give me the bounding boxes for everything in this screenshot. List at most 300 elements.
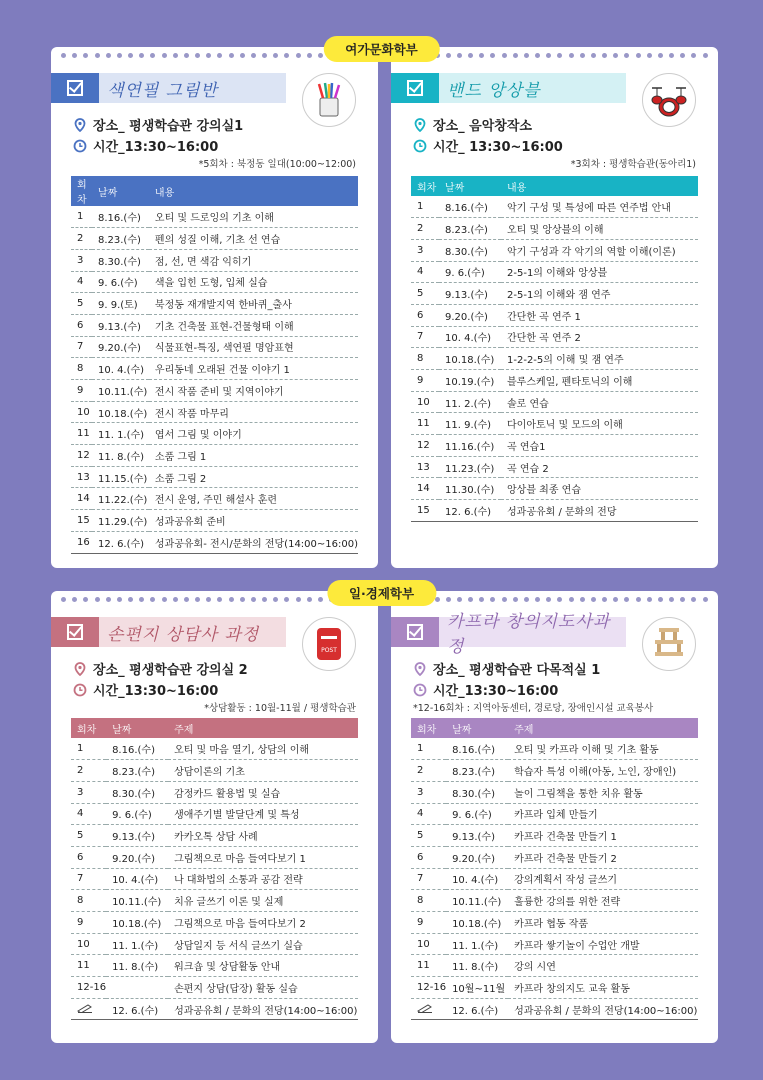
header-content: 내용 (507, 182, 527, 194)
date-cell: 11. 8.(수) (92, 445, 149, 467)
table-row (71, 510, 358, 532)
content-cell: 카프라 건축물 만들기 2 (508, 846, 698, 868)
session-cell: 7 (411, 868, 446, 890)
binder-hole (479, 597, 484, 602)
binder-hole (680, 597, 685, 602)
table-row (71, 977, 358, 999)
binder-hole (262, 53, 267, 58)
time-text: 시간_ 13:30~16:00 (433, 140, 563, 155)
table-row (411, 283, 698, 305)
location-row (73, 115, 243, 134)
binder-hole (591, 53, 596, 58)
content-cell: 상담이론의 기초 (168, 760, 358, 782)
table-row (71, 846, 358, 868)
binder-hole (61, 53, 66, 58)
session-cell: 4 (411, 261, 439, 283)
content-cell: 간단한 곡 연주 1 (501, 304, 698, 326)
checkbox-icon (407, 80, 423, 96)
binder-hole (229, 597, 234, 602)
content-cell: 감정카드 활용법 및 실습 (168, 781, 358, 803)
content-cell: 색을 입힌 도형, 입체 실습 (149, 271, 358, 293)
session-cell: 16 (71, 531, 92, 553)
table-row (71, 228, 358, 250)
session-cell: 1 (71, 206, 92, 228)
session-cell: 6 (411, 304, 439, 326)
date-cell: 9.13.(수) (446, 825, 508, 847)
table-row (411, 890, 698, 912)
date-cell: 11.30.(수) (439, 478, 501, 500)
content-cell: 상담일지 등 서식 글쓰기 실습 (168, 933, 358, 955)
table-row (71, 293, 358, 315)
content-cell: 훌륭한 강의를 위한 전략 (508, 890, 698, 912)
table-row (71, 466, 358, 488)
table-row (411, 977, 698, 999)
binder-holes (401, 53, 708, 58)
binder-hole (557, 597, 562, 602)
header-date: 날짜 (97, 187, 118, 199)
table-row (71, 336, 358, 358)
clock-icon (413, 139, 427, 153)
location-row (413, 115, 532, 134)
binder-hole (624, 597, 629, 602)
schedule-note: *상담활동 : 10월-11월 / 평생학습관 (204, 703, 356, 714)
session-cell: 15 (411, 500, 439, 522)
date-cell: 8.30.(수) (446, 781, 508, 803)
binder-hole (251, 53, 256, 58)
binder-hole (669, 53, 674, 58)
date-cell: 11. 9.(수) (439, 413, 501, 435)
content-cell: 오티 및 드로잉의 기초 이해 (149, 206, 358, 228)
binder-hole (669, 597, 674, 602)
binder-hole (284, 597, 289, 602)
binder-hole (613, 53, 618, 58)
binder-hole (184, 53, 189, 58)
date-cell: 10.11.(수) (106, 890, 168, 912)
binder-hole (691, 53, 696, 58)
table-row (411, 435, 698, 457)
kapla-blocks-icon (642, 617, 696, 671)
pencil-icon (417, 1003, 433, 1013)
session-cell (71, 998, 106, 1020)
date-cell: 10.11.(수) (92, 380, 149, 402)
session-cell: 8 (71, 358, 92, 380)
binder-hole (229, 53, 234, 58)
binder-hole (580, 53, 585, 58)
table-row (411, 846, 698, 868)
date-cell: 9.20.(수) (439, 304, 501, 326)
content-cell: 식물표현-특징, 색연필 명암표현 (149, 336, 358, 358)
table-row (411, 803, 698, 825)
date-cell: 12. 6.(수) (92, 531, 149, 553)
content-cell: 소품 그림 2 (149, 466, 358, 488)
table-row (411, 998, 698, 1020)
post-box-icon (302, 617, 356, 671)
content-cell: 카카오톡 상담 사례 (168, 825, 358, 847)
date-cell: 11. 2.(수) (439, 391, 501, 413)
header-session: 회차 (77, 180, 87, 206)
content-cell: 전시 작품 준비 및 지역이야기 (149, 380, 358, 402)
content-cell: 그림책으로 마음 들여다보기 1 (168, 846, 358, 868)
session-cell: 3 (411, 781, 446, 803)
content-cell: 그림책으로 마음 들여다보기 2 (168, 912, 358, 934)
binder-hole (318, 53, 323, 58)
session-cell: 10 (411, 933, 446, 955)
binder-hole (206, 597, 211, 602)
content-cell: 전시 작품 마무리 (149, 401, 358, 423)
date-cell: 10.18.(수) (439, 348, 501, 370)
binder-holes (401, 597, 708, 602)
program-card-band-ensemble (391, 47, 718, 568)
session-cell: 12 (411, 435, 439, 457)
binder-hole (139, 597, 144, 602)
date-cell: 9. 6.(수) (446, 803, 508, 825)
table-row (411, 326, 698, 348)
session-cell: 5 (71, 825, 106, 847)
binder-hole (502, 597, 507, 602)
session-cell: 14 (411, 478, 439, 500)
content-cell: 1-2-2-5의 이해 및 잼 연주 (501, 348, 698, 370)
binder-hole (150, 53, 155, 58)
content-cell: 우리동네 오래된 건물 이야기 1 (149, 358, 358, 380)
table-row (411, 738, 698, 760)
program-title: 손편지 상담사 과정 (99, 617, 286, 647)
session-cell: 3 (71, 781, 106, 803)
session-cell: 12 (71, 445, 92, 467)
binder-hole (490, 53, 495, 58)
binder-hole (457, 597, 462, 602)
binder-hole (72, 597, 77, 602)
date-cell: 10.18.(수) (446, 912, 508, 934)
binder-hole (128, 597, 133, 602)
binder-hole (217, 53, 222, 58)
content-cell: 앙상블 최종 연습 (501, 478, 698, 500)
program-card-letter-counselor (51, 591, 378, 1043)
binder-hole (703, 597, 708, 602)
content-cell: 점, 선, 면 색감 익히기 (149, 249, 358, 271)
date-cell: 8.30.(수) (106, 781, 168, 803)
content-cell: 곡 연습 2 (501, 456, 698, 478)
content-cell: 성과공유회 / 문화의 전당(14:00~16:00) (168, 998, 358, 1020)
session-cell: 4 (71, 803, 106, 825)
content-cell: 솔로 연습 (501, 391, 698, 413)
date-cell: 10. 4.(수) (106, 868, 168, 890)
session-cell: 4 (71, 271, 92, 293)
table-row (411, 456, 698, 478)
binder-hole (457, 53, 462, 58)
header-date: 날짜 (452, 724, 472, 736)
binder-hole (61, 597, 66, 602)
session-cell: 6 (71, 846, 106, 868)
date-cell: 11. 1.(수) (106, 933, 168, 955)
binder-hole (117, 597, 122, 602)
binder-hole (435, 597, 440, 602)
date-cell: 11.15.(수) (92, 466, 149, 488)
table-row (411, 955, 698, 977)
binder-hole (240, 53, 245, 58)
time-row (73, 136, 218, 155)
content-cell: 오티 및 마음 열기, 상담의 이해 (168, 738, 358, 760)
binder-hole (557, 53, 562, 58)
table-row (71, 738, 358, 760)
date-cell: 8.23.(수) (446, 760, 508, 782)
session-cell: 4 (411, 803, 446, 825)
binder-hole (307, 597, 312, 602)
date-cell: 9.13.(수) (439, 283, 501, 305)
checkbox-icon (407, 624, 423, 640)
binder-hole (273, 53, 278, 58)
session-cell: 2 (411, 760, 446, 782)
time-text: 시간_13:30~16:00 (93, 684, 219, 699)
date-cell: 9.20.(수) (92, 336, 149, 358)
binder-hole (636, 53, 641, 58)
date-cell: 9. 6.(수) (92, 271, 149, 293)
schedule-note: *12-16회차 : 지역아동센터, 경로당, 장애인시설 교육봉사 (413, 703, 654, 714)
table-row (71, 890, 358, 912)
binder-hole (446, 53, 451, 58)
session-cell: 12-16 (411, 977, 446, 999)
binder-hole (173, 597, 178, 602)
program-title: 카프라 창의지도사과정 (439, 617, 626, 647)
content-cell: 성과공유회- 전시/문화의 전당(14:00~16:00) (149, 531, 358, 553)
content-cell: 성과공유회 / 문화의 전당 (501, 500, 698, 522)
binder-hole (647, 53, 652, 58)
table-row (71, 206, 358, 228)
location-pin-icon (413, 118, 427, 132)
time-row (413, 136, 563, 155)
binder-hole (162, 597, 167, 602)
binder-hole (117, 53, 122, 58)
table-row (71, 488, 358, 510)
section-label-leisure: 여가문화학부 (323, 36, 439, 62)
table-row (71, 955, 358, 977)
binder-hole (479, 53, 484, 58)
clock-icon (73, 139, 87, 153)
content-cell: 전시 운영, 주민 해설사 훈련 (149, 488, 358, 510)
table-row (71, 445, 358, 467)
table-row (411, 478, 698, 500)
table-row (71, 825, 358, 847)
header-topic: 주제 (514, 724, 534, 736)
date-cell: 9.13.(수) (106, 825, 168, 847)
session-cell: 9 (411, 912, 446, 934)
header-date: 날짜 (445, 182, 465, 194)
content-cell: 나 대화법의 소통과 공감 전략 (168, 868, 358, 890)
binder-hole (307, 53, 312, 58)
date-cell: 9. 9.(토) (92, 293, 149, 315)
date-cell: 10. 4.(수) (92, 358, 149, 380)
header-session: 회차 (417, 182, 437, 194)
binder-hole (446, 597, 451, 602)
binder-hole (128, 53, 133, 58)
schedule-note: *5회차 : 북정동 일대(10:00~12:00) (198, 159, 356, 170)
date-cell: 9. 6.(수) (106, 803, 168, 825)
content-cell: 펜의 성질 이해, 기초 선 연습 (149, 228, 358, 250)
content-cell: 기초 건축물 표현-건물형태 이해 (149, 314, 358, 336)
content-cell: 강의 시연 (508, 955, 698, 977)
time-text: 시간_13:30~16:00 (433, 684, 559, 699)
date-cell: 8.16.(수) (92, 206, 149, 228)
session-cell: 7 (71, 868, 106, 890)
schedule-table (71, 176, 358, 554)
session-cell: 11 (411, 955, 446, 977)
date-cell: 12. 6.(수) (439, 500, 501, 522)
session-cell: 9 (71, 380, 92, 402)
session-cell: 7 (71, 336, 92, 358)
binder-hole (468, 53, 473, 58)
header-topic: 주제 (174, 724, 194, 736)
session-cell: 10 (411, 391, 439, 413)
session-cell: 10 (71, 401, 92, 423)
table-row (71, 271, 358, 293)
date-cell: 12. 6.(수) (106, 998, 168, 1020)
content-cell: 2-5-1의 이해와 잼 연주 (501, 283, 698, 305)
session-cell: 2 (71, 228, 92, 250)
session-cell: 8 (411, 348, 439, 370)
schedule-table (71, 718, 358, 1020)
binder-hole (83, 597, 88, 602)
table-row (411, 868, 698, 890)
session-cell: 2 (71, 760, 106, 782)
clock-icon (413, 683, 427, 697)
binder-hole (636, 597, 641, 602)
checkbox-icon (67, 624, 83, 640)
content-cell: 엽서 그림 및 이야기 (149, 423, 358, 445)
session-cell (411, 998, 446, 1020)
session-cell: 1 (411, 738, 446, 760)
header-content: 내용 (154, 187, 175, 199)
table-row (71, 803, 358, 825)
location-text: 장소_ 음악창작소 (433, 119, 532, 134)
binder-hole (217, 597, 222, 602)
table-row (71, 314, 358, 336)
date-cell: 11. 1.(수) (92, 423, 149, 445)
location-pin-icon (73, 118, 87, 132)
table-row (71, 423, 358, 445)
header-session: 회차 (77, 724, 97, 736)
table-row (71, 781, 358, 803)
session-cell: 14 (71, 488, 92, 510)
time-row (413, 680, 558, 699)
binder-hole (195, 597, 200, 602)
binder-hole (691, 597, 696, 602)
table-row (411, 370, 698, 392)
binder-hole (680, 53, 685, 58)
binder-hole (273, 597, 278, 602)
schedule-table (411, 718, 698, 1020)
header-session: 회차 (417, 724, 437, 736)
content-cell: 성과공유회 준비 (149, 510, 358, 532)
table-row (411, 760, 698, 782)
binder-hole (106, 597, 111, 602)
binder-hole (139, 53, 144, 58)
content-cell: 간단한 곡 연주 2 (501, 326, 698, 348)
session-cell: 3 (71, 249, 92, 271)
date-cell: 8.16.(수) (446, 738, 508, 760)
binder-hole (524, 597, 529, 602)
content-cell: 카프라 협동 작품 (508, 912, 698, 934)
binder-hole (647, 597, 652, 602)
binder-hole (502, 53, 507, 58)
table-row (411, 304, 698, 326)
location-row (73, 659, 248, 678)
content-cell: 악기 구성과 각 악기의 역할 이해(이론) (501, 239, 698, 261)
date-cell: 8.30.(수) (92, 249, 149, 271)
session-cell: 13 (71, 466, 92, 488)
content-cell: 블루스케일, 펜타토닉의 이해 (501, 370, 698, 392)
content-cell: 다이아토닉 및 모드의 이해 (501, 413, 698, 435)
session-cell: 11 (71, 423, 92, 445)
binder-holes (61, 53, 368, 58)
location-text: 장소_ 평생학습관 다목적실 1 (433, 663, 601, 678)
content-cell: 손편지 상담(답장) 활동 실습 (168, 977, 358, 999)
binder-hole (602, 597, 607, 602)
session-cell: 2 (411, 218, 439, 240)
session-cell: 1 (71, 738, 106, 760)
content-cell: 악기 구성 및 특성에 따른 연주법 안내 (501, 196, 698, 218)
content-cell: 곡 연습1 (501, 435, 698, 457)
binder-hole (150, 597, 155, 602)
binder-hole (95, 53, 100, 58)
date-cell: 10. 4.(수) (446, 868, 508, 890)
program-card-colored-pencil (51, 47, 378, 568)
content-cell: 성과공유회 / 문화의 전당(14:00~16:00) (508, 998, 698, 1020)
binder-hole (569, 597, 574, 602)
date-cell: 8.30.(수) (439, 239, 501, 261)
binder-hole (546, 597, 551, 602)
table-row (411, 825, 698, 847)
table-row (71, 998, 358, 1020)
drum-kit-icon (642, 73, 696, 127)
session-cell: 3 (411, 239, 439, 261)
date-cell: 11.16.(수) (439, 435, 501, 457)
session-cell: 8 (71, 890, 106, 912)
table-row (411, 391, 698, 413)
table-row (411, 933, 698, 955)
table-row (411, 781, 698, 803)
table-row (411, 239, 698, 261)
binder-hole (284, 53, 289, 58)
date-cell: 12. 6.(수) (446, 998, 508, 1020)
date-cell: 10. 4.(수) (439, 326, 501, 348)
session-cell: 6 (411, 846, 446, 868)
table-row (411, 500, 698, 522)
table-row (411, 261, 698, 283)
session-cell: 15 (71, 510, 92, 532)
binder-holes (61, 597, 368, 602)
content-cell: 2-5-1의 이해와 앙상블 (501, 261, 698, 283)
session-cell: 11 (411, 413, 439, 435)
session-cell: 5 (411, 283, 439, 305)
location-pin-icon (73, 662, 87, 676)
session-cell: 5 (71, 293, 92, 315)
content-cell: 놀이 그림책을 통한 치유 활동 (508, 781, 698, 803)
table-row (71, 531, 358, 553)
session-cell: 9 (71, 912, 106, 934)
binder-hole (206, 53, 211, 58)
content-cell: 카프라 건축물 만들기 1 (508, 825, 698, 847)
binder-hole (613, 597, 618, 602)
location-pin-icon (413, 662, 427, 676)
session-cell: 5 (411, 825, 446, 847)
binder-hole (513, 53, 518, 58)
content-cell: 소품 그림 1 (149, 445, 358, 467)
session-cell: 11 (71, 955, 106, 977)
content-cell: 워크숍 및 상담활동 안내 (168, 955, 358, 977)
date-cell: 11. 1.(수) (446, 933, 508, 955)
binder-hole (296, 597, 301, 602)
binder-hole (162, 53, 167, 58)
binder-hole (195, 53, 200, 58)
